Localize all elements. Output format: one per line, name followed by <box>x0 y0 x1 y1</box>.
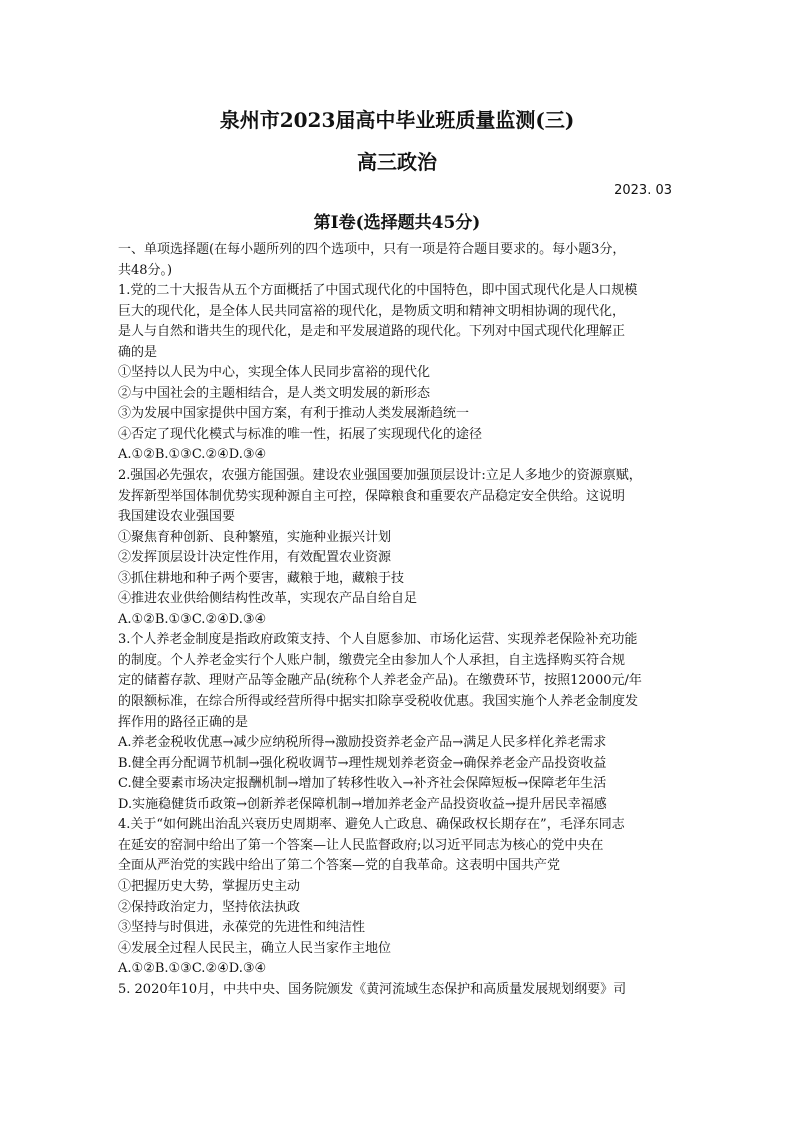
text-line: 定的储蓄存款、理财产品等金融产品(统称个人养老金产品)。在缴费环节，按照12000元/年 <box>118 673 642 689</box>
text-line: 巨大的现代化，是全体人民共同富裕的现代化，是物质文明和精神文明相协调的现代化， <box>118 303 626 319</box>
text-line: 一、单项选择题(在每小题所列的四个选项中，只有一项是符合题目要求的。每小题3分， <box>118 242 626 257</box>
text-line: 发挥新型举国体制优势实现种源自主可控，保障粮食和重要农产品稳定安全供给。这说明 <box>118 488 626 504</box>
text-line: 是人与自然和谐共生的现代化，是走和平发展道路的现代化。下列对中国式现代化理解正 <box>118 324 626 340</box>
text-line: A.养老金税收优惠→减少应纳税所得→激励投资养老金产品→满足人民多样化养老需求 <box>118 735 607 751</box>
text-line: 4.关于“如何跳出治乱兴衰历史周期率、避免人亡政息、确保政权长期存在”，毛泽东同志 <box>118 817 625 833</box>
text-line: 在延安的窑洞中给出了第一个答案—让人民监督政府;以习近平同志为核心的党中央在 <box>118 837 604 853</box>
section-heading: 第Ⅰ卷(选择题共45分) <box>313 213 481 233</box>
text-line: A.①②B.①③C.②④D.③④ <box>118 447 267 463</box>
text-line: ④发展全过程人民民主，确立人民当家作主地位 <box>118 940 392 956</box>
text-line: 的限额标准，在综合所得或经营所得中据实扣除享受税收优惠。我国实施个人养老金制度发 <box>118 694 639 710</box>
text-line: 5. 2020年10月，中共中央、国务院颁发《黄河流域生态保护和高质量发展规划纲要》司 <box>118 981 627 997</box>
text-line: ③为发展中国家提供中国方案，有利于推动人类发展渐趋统一 <box>118 406 470 422</box>
exam-date: 2023. 03 <box>614 183 672 198</box>
text-line: ②保持政治定力，坚持依法执政 <box>118 899 301 915</box>
question-body <box>118 240 678 1000</box>
text-line: 挥作用的路径正确的是 <box>118 714 249 730</box>
text-line: ③抓住耕地和种子两个要害，藏粮于地，藏粮于技 <box>118 570 405 586</box>
text-line: 的制度。个人养老金实行个人账户制，缴费完全由参加人个人承担，自主选择购买符合规 <box>118 652 626 668</box>
text-line: 3.个人养老金制度是指政府政策支持、个人自愿参加、市场化运营、实现养老保险补充功能 <box>118 632 638 648</box>
text-line: 2.强国必先强农，农强方能国强。建设农业强国要加强顶层设计:立足人多地少的资源禀赋， <box>118 468 642 484</box>
text-line: ①坚持以人民为中心，实现全体人民同步富裕的现代化 <box>118 365 431 381</box>
text-line: 共48分。) <box>118 262 173 278</box>
text-line: B.健全再分配调节机制→强化税收调节→理性规划养老资金→确保养老金产品投资收益 <box>118 755 607 771</box>
text-line: A.①②B.①③C.②④D.③④ <box>118 611 267 627</box>
text-line: A.①②B.①③C.②④D.③④ <box>118 961 267 977</box>
text-line: 1.党的二十大报告从五个方面概括了中国式现代化的中国特色，即中国式现代化是人口规模 <box>118 283 638 299</box>
subject-title: 高三政治 <box>357 150 437 174</box>
text-line: 全面从严治党的实践中给出了第二个答案—党的自我革命。这表明中国共产党 <box>118 858 561 874</box>
text-line: ③坚持与时俱进，永葆党的先进性和纯洁性 <box>118 920 366 936</box>
text-line: ②与中国社会的主题相结合，是人类文明发展的新形态 <box>118 385 431 401</box>
text-line: C.健全要素市场决定报酬机制→增加了转移性收入→补齐社会保障短板→保障老年生活 <box>118 776 607 792</box>
text-line: 我国建设农业强国要 <box>118 509 236 525</box>
text-line: D.实施稳健货币政策→创新养老保障机制→增加养老金产品投资收益→提升居民幸福感 <box>118 796 607 812</box>
text-line: ①把握历史大势，掌握历史主动 <box>118 878 301 894</box>
text-line: ②发挥顶层设计决定性作用，有效配置农业资源 <box>118 550 392 566</box>
text-line: ④推进农业供给侧结构性改革，实现农产品自给自足 <box>118 591 418 607</box>
exam-title: 泉州市2023届高中毕业班质量监测(三) <box>219 108 575 132</box>
text-line: ④否定了现代化模式与标准的唯一性，拓展了实现现代化的途径 <box>118 426 483 442</box>
text-line: 确的是 <box>118 344 158 360</box>
text-line: ①聚焦育种创新、良种繁殖，实施种业振兴计划 <box>118 529 392 545</box>
